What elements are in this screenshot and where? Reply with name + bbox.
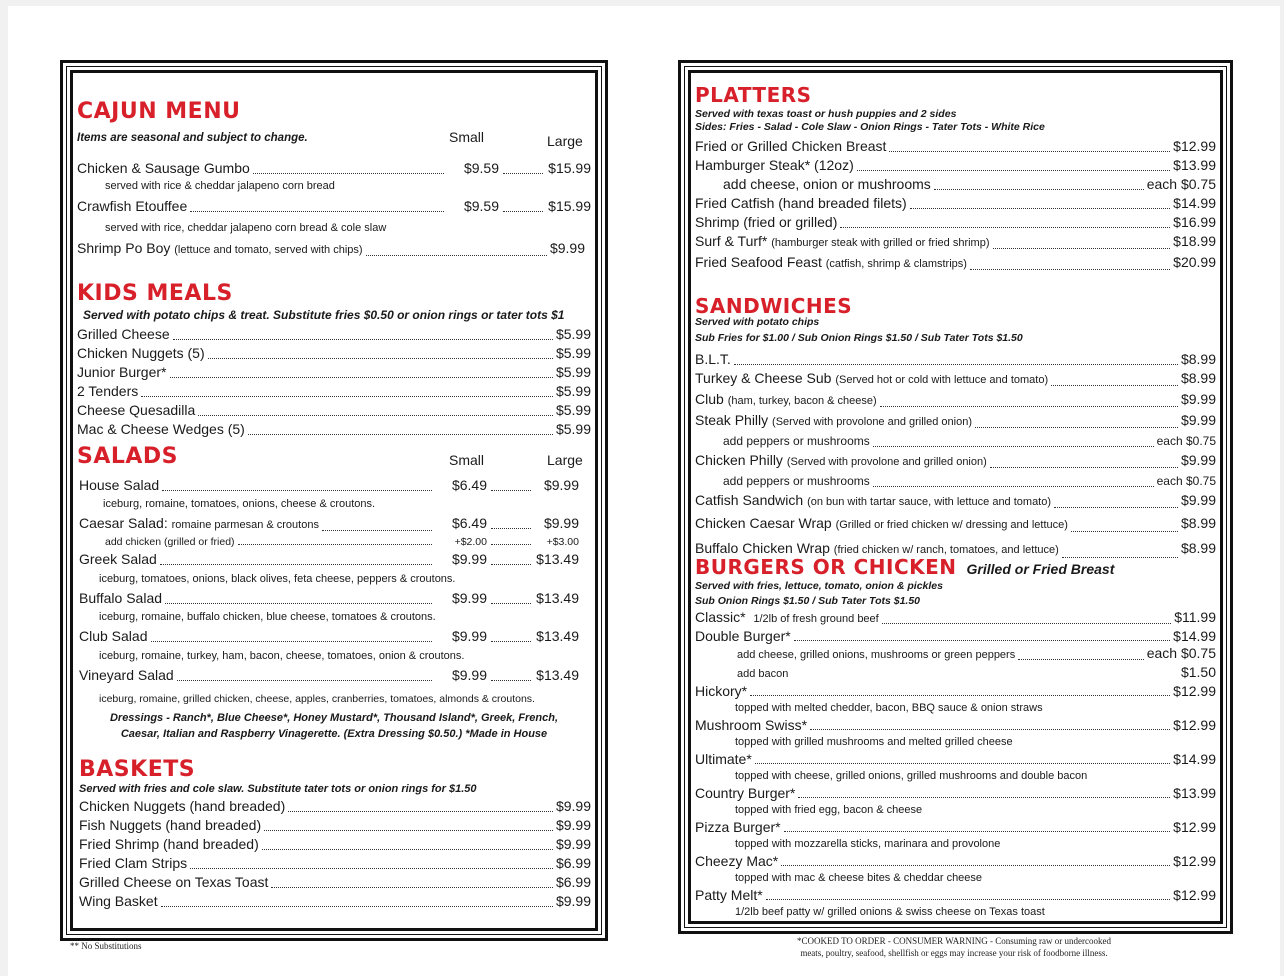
item-name: Chicken Nuggets (hand breaded) bbox=[79, 798, 286, 814]
item-price: $6.99 bbox=[555, 855, 591, 871]
item-name: Country Burger* bbox=[695, 785, 796, 801]
menu-item bbox=[79, 835, 591, 854]
menu-item bbox=[695, 253, 1216, 274]
baskets-title: BASKETS bbox=[79, 757, 196, 782]
addon-name: add cheese, grilled onions, mushrooms or green peppers bbox=[737, 649, 1016, 661]
item-price: $12.99 bbox=[1173, 853, 1216, 869]
leader-dots bbox=[160, 553, 432, 565]
menu-addon bbox=[105, 536, 579, 549]
item-large-price: $13.49 bbox=[536, 628, 579, 644]
leader-dots bbox=[734, 353, 1178, 365]
menu-item bbox=[79, 666, 579, 685]
item-price: $8.99 bbox=[1180, 351, 1216, 367]
item-description: 1/2lb beef patty w/ grilled onions & swiss cheese on Texas toast bbox=[735, 906, 1045, 918]
item-price: $9.99 bbox=[555, 893, 591, 909]
sandwiches-subtitle-2: Sub Fries for $1.00 / Sub Onion Rings $1.50 / Sub Tater Tots $1.50 bbox=[695, 332, 1023, 344]
item-description: served with rice, cheddar jalapeno corn bread & cole slaw bbox=[105, 222, 387, 234]
item-small-price: $6.49 bbox=[451, 515, 487, 531]
item-name: Fish Nuggets (hand breaded) bbox=[79, 817, 262, 833]
menu-item bbox=[77, 363, 591, 382]
leader-dots bbox=[873, 475, 1154, 487]
item-price: $8.99 bbox=[1180, 515, 1216, 531]
item-large-price: $13.49 bbox=[536, 590, 579, 606]
item-name: Shrimp Po Boy bbox=[77, 240, 171, 256]
addon-price: each $0.75 bbox=[1146, 176, 1216, 192]
item-price: $9.99 bbox=[1180, 412, 1216, 428]
item-note: 1/2lb of fresh ground beef bbox=[753, 613, 879, 625]
burgers-title: BURGERS OR CHICKEN bbox=[695, 555, 957, 579]
item-name: Fried Shrimp (hand breaded) bbox=[79, 836, 259, 852]
item-name: Catfish Sandwich bbox=[695, 492, 804, 508]
leader-dots bbox=[491, 640, 531, 642]
item-description: iceburg, tomatoes, onions, black olives, feta cheese, peppers & croutons. bbox=[99, 573, 456, 585]
menu-item bbox=[79, 589, 579, 608]
leader-dots bbox=[990, 456, 1178, 468]
item-description: topped with melted chedder, bacon, BBQ sauce & onion straws bbox=[735, 702, 1043, 714]
item-price: $9.99 bbox=[1180, 391, 1216, 407]
menu-addon bbox=[695, 664, 1216, 683]
item-name: Chicken Caesar Wrap bbox=[695, 515, 832, 531]
leader-dots bbox=[934, 178, 1144, 190]
menu-item bbox=[695, 536, 1216, 562]
item-name: Hickory* bbox=[695, 683, 748, 699]
menu-item bbox=[79, 514, 579, 535]
addon-name: add peppers or mushrooms bbox=[723, 434, 870, 448]
item-large-price: $13.49 bbox=[536, 667, 579, 683]
leader-dots bbox=[857, 159, 1170, 171]
menu-item bbox=[695, 213, 1216, 232]
leader-dots bbox=[491, 489, 531, 491]
cajun-subtitle: Items are seasonal and subject to change. bbox=[77, 132, 308, 144]
item-large-price: $9.99 bbox=[543, 515, 579, 531]
platters-subtitle-2: Sides: Fries - Salad - Cole Slaw - Onion Rings - Tater Tots - White Rice bbox=[695, 121, 1045, 133]
item-price: $14.99 bbox=[1173, 751, 1216, 767]
menu-item bbox=[79, 627, 579, 646]
item-note: (Served with provolone and grilled onion) bbox=[772, 416, 972, 428]
item-name: House Salad bbox=[79, 477, 160, 493]
item-name: Fried Clam Strips bbox=[79, 855, 188, 871]
leader-dots bbox=[161, 895, 553, 907]
consumer-warning bbox=[684, 935, 1224, 959]
item-description: topped with fried egg, bacon & cheese bbox=[735, 804, 923, 816]
item-price: $14.99 bbox=[1173, 628, 1216, 644]
item-description: iceburg, romaine, turkey, ham, bacon, cheese, tomatoes, onion & croutons. bbox=[99, 650, 465, 662]
salads-large-label: Large bbox=[547, 452, 583, 468]
leader-dots bbox=[173, 328, 553, 340]
item-name: Surf & Turf* bbox=[695, 233, 768, 249]
item-price: $11.99 bbox=[1174, 609, 1216, 625]
menu-item bbox=[695, 628, 1216, 645]
menu-item bbox=[79, 797, 591, 816]
leader-dots bbox=[190, 200, 444, 212]
menu-item bbox=[77, 401, 591, 420]
menu-addon bbox=[695, 472, 1216, 491]
item-name: Ultimate* bbox=[695, 751, 752, 767]
burgers-list bbox=[695, 609, 1216, 921]
leader-dots bbox=[491, 527, 531, 529]
leader-dots bbox=[993, 237, 1171, 249]
item-price: $13.99 bbox=[1173, 157, 1216, 173]
menu-sheet bbox=[8, 6, 1280, 976]
menu-item bbox=[77, 420, 591, 439]
item-small-price: $6.49 bbox=[451, 477, 487, 493]
menu-item bbox=[695, 512, 1216, 536]
leader-dots bbox=[975, 416, 1178, 428]
menu-item bbox=[79, 816, 591, 835]
item-price: $5.99 bbox=[555, 383, 591, 399]
item-price: $14.99 bbox=[1173, 195, 1216, 211]
item-description: topped with mozzarella sticks, marinara and provolone bbox=[735, 838, 1001, 850]
item-price: $16.99 bbox=[1173, 214, 1216, 230]
item-name: Turkey & Cheese Sub bbox=[695, 370, 832, 386]
item-name: Crawfish Etouffee bbox=[77, 198, 188, 214]
salads-title: SALADS bbox=[77, 444, 179, 469]
item-small-price: $9.99 bbox=[451, 667, 487, 683]
item-large-price: $9.99 bbox=[543, 477, 579, 493]
menu-item bbox=[695, 683, 1216, 700]
menu-item bbox=[79, 873, 591, 892]
addon-name: add chicken (grilled or fried) bbox=[105, 536, 235, 548]
item-price: $6.99 bbox=[555, 874, 591, 890]
item-note: (Served hot or cold with lettuce and tomato) bbox=[835, 374, 1049, 386]
leader-dots bbox=[264, 819, 553, 831]
item-price: $20.99 bbox=[1173, 254, 1216, 270]
item-large-price: $15.99 bbox=[548, 160, 591, 176]
menu-item bbox=[695, 232, 1216, 253]
item-name: Buffalo Salad bbox=[79, 590, 163, 606]
item-name: Mushroom Swiss* bbox=[695, 717, 808, 733]
menu-item bbox=[695, 350, 1216, 369]
leader-dots bbox=[248, 423, 553, 435]
item-price: $5.99 bbox=[555, 345, 591, 361]
item-name: Fried or Grilled Chicken Breast bbox=[695, 138, 887, 154]
sandwiches-list bbox=[695, 350, 1216, 562]
item-name: Patty Melt* bbox=[695, 887, 763, 903]
item-name: Grilled Cheese on Texas Toast bbox=[79, 874, 269, 890]
leader-dots bbox=[322, 519, 432, 531]
item-price: $12.99 bbox=[1173, 138, 1216, 154]
addon-large-price: +$3.00 bbox=[546, 536, 579, 548]
consumer-warning-line-2: meats, poultry, seafood, shellfish or eggs may increase your risk of foodborne illness. bbox=[800, 948, 1108, 958]
leader-dots bbox=[262, 838, 553, 850]
addon-price: each $0.75 bbox=[1146, 645, 1216, 661]
leader-dots bbox=[882, 612, 1171, 624]
leader-dots bbox=[253, 162, 444, 174]
item-name: Club bbox=[695, 391, 724, 407]
item-price: $8.99 bbox=[1180, 370, 1216, 386]
burgers-subtitle-2: Sub Onion Rings $1.50 / Sub Tater Tots $1.50 bbox=[695, 595, 921, 607]
leader-dots bbox=[271, 876, 553, 888]
leader-dots bbox=[141, 385, 553, 397]
menu-item bbox=[695, 853, 1216, 870]
item-name: Chicken Nuggets (5) bbox=[77, 345, 205, 361]
item-price: $12.99 bbox=[1173, 717, 1216, 733]
consumer-warning-line-1: *COOKED TO ORDER - CONSUMER WARNING - Consuming raw or undercooked bbox=[797, 936, 1111, 946]
menu-item bbox=[695, 390, 1216, 411]
item-small-price: $9.99 bbox=[451, 590, 487, 606]
item-small-price: $9.59 bbox=[463, 160, 499, 176]
addon-name: add bacon bbox=[737, 668, 789, 680]
item-price: $5.99 bbox=[555, 364, 591, 380]
leader-dots bbox=[873, 435, 1154, 447]
leader-dots bbox=[190, 857, 553, 869]
menu-item bbox=[695, 411, 1216, 432]
addon-price: $1.50 bbox=[1180, 664, 1216, 680]
leader-dots bbox=[288, 800, 553, 812]
menu-item bbox=[695, 194, 1216, 213]
item-name: Hamburger Steak* (12oz) bbox=[695, 157, 854, 173]
item-price: $12.99 bbox=[1173, 683, 1216, 699]
item-description: served with rice & cheddar jalapeno corn bread bbox=[105, 180, 335, 192]
menu-addon bbox=[695, 432, 1216, 451]
platters-list bbox=[695, 137, 1216, 274]
item-name: Cheese Quesadilla bbox=[77, 402, 196, 418]
leader-dots bbox=[1018, 648, 1143, 660]
item-description: topped with cheese, grilled onions, grilled mushrooms and double bacon bbox=[735, 770, 1088, 782]
baskets-subtitle: Served with fries and cole slaw. Substitute tater tots or onion rings for $1.50 bbox=[79, 783, 477, 795]
item-name: Caesar Salad: bbox=[79, 515, 168, 531]
item-name: Pizza Burger* bbox=[695, 819, 781, 835]
item-name: Vineyard Salad bbox=[79, 667, 174, 683]
item-name: B.L.T. bbox=[695, 351, 731, 367]
addon-price: each $0.75 bbox=[1156, 474, 1216, 488]
leader-dots bbox=[1054, 496, 1178, 508]
leader-dots bbox=[889, 140, 1170, 152]
item-name: Chicken Philly bbox=[695, 452, 783, 468]
addon-price: each $0.75 bbox=[1156, 434, 1216, 448]
item-description: topped with grilled mushrooms and melted grilled cheese bbox=[735, 736, 1013, 748]
leader-dots bbox=[162, 479, 432, 491]
item-note: (on bun with tartar sauce, with lettuce and tomato) bbox=[807, 496, 1052, 508]
item-price: $9.99 bbox=[1180, 492, 1216, 508]
item-small-price: $9.99 bbox=[451, 628, 487, 644]
item-name: 2 Tenders bbox=[77, 383, 139, 399]
item-price: $12.99 bbox=[1173, 819, 1216, 835]
menu-item bbox=[77, 239, 585, 260]
menu-item bbox=[77, 197, 591, 216]
item-name: Classic* bbox=[695, 609, 746, 625]
item-name: Mac & Cheese Wedges (5) bbox=[77, 421, 245, 437]
menu-item bbox=[695, 369, 1216, 390]
menu-item bbox=[695, 451, 1216, 472]
menu-item bbox=[695, 887, 1216, 904]
item-note: (lettuce and tomato, served with chips) bbox=[174, 244, 363, 256]
item-name: Double Burger* bbox=[695, 628, 791, 644]
menu-item bbox=[77, 344, 591, 363]
leader-dots bbox=[750, 684, 1170, 696]
kids-list bbox=[77, 325, 591, 439]
item-price: $9.99 bbox=[555, 817, 591, 833]
burgers-subtitle-1: Served with fries, lettuce, tomato, onion & pickles bbox=[695, 580, 943, 592]
kids-subtitle: Served with potato chips & treat. Substitute fries $0.50 or onion rings or tater tots $1 bbox=[83, 308, 565, 322]
item-price: $5.99 bbox=[555, 402, 591, 418]
leader-dots bbox=[198, 404, 553, 416]
item-note: (ham, turkey, bacon & cheese) bbox=[727, 395, 877, 407]
leader-dots bbox=[165, 592, 432, 604]
leader-dots bbox=[840, 216, 1170, 228]
item-description: iceburg, romaine, grilled chicken, cheese, apples, cranberries, tomatoes, almonds & croutons. bbox=[99, 693, 535, 705]
item-price: $8.99 bbox=[1180, 540, 1216, 556]
cajun-menu-title: CAJUN MENU bbox=[77, 99, 241, 124]
leader-dots bbox=[177, 669, 432, 681]
menu-item bbox=[79, 854, 591, 873]
item-name: Junior Burger* bbox=[77, 364, 167, 380]
item-price: $9.99 bbox=[555, 836, 591, 852]
item-name: Wing Basket bbox=[79, 893, 158, 909]
cajun-small-label: Small bbox=[449, 129, 485, 145]
item-name: Club Salad bbox=[79, 628, 148, 644]
leader-dots bbox=[910, 197, 1171, 209]
item-price: $5.99 bbox=[555, 326, 591, 342]
menu-item bbox=[79, 892, 591, 911]
menu-addon bbox=[695, 645, 1216, 664]
left-panel-content bbox=[77, 75, 591, 926]
menu-item bbox=[695, 751, 1216, 768]
menu-item bbox=[695, 785, 1216, 802]
item-small-price: $9.59 bbox=[463, 198, 499, 214]
item-note: (hamburger steak with grilled or fried shrimp) bbox=[771, 237, 990, 249]
leader-dots bbox=[366, 244, 547, 256]
addon-small-price: +$2.00 bbox=[454, 536, 487, 548]
leader-dots bbox=[798, 786, 1170, 798]
item-description: topped with mac & cheese bites & cheddar cheese bbox=[735, 872, 983, 884]
right-panel-content bbox=[695, 75, 1216, 919]
burgers-title-extra: Grilled or Fried Breast bbox=[966, 561, 1115, 577]
platters-subtitle-1: Served with texas toast or hush puppies and 2 sides bbox=[695, 108, 957, 120]
item-price: $12.99 bbox=[1173, 887, 1216, 903]
leader-dots bbox=[784, 820, 1171, 832]
leader-dots bbox=[208, 347, 553, 359]
menu-addon bbox=[695, 175, 1216, 194]
item-price: $18.99 bbox=[1173, 233, 1216, 249]
menu-item bbox=[79, 476, 579, 495]
menu-item bbox=[695, 491, 1216, 512]
leader-dots bbox=[810, 718, 1170, 730]
item-note: (Served with provolone and grilled onion) bbox=[786, 456, 987, 468]
item-price: $9.99 bbox=[549, 240, 585, 256]
leader-dots bbox=[755, 752, 1170, 764]
item-name: Shrimp (fried or grilled) bbox=[695, 214, 838, 230]
menu-item bbox=[77, 382, 591, 401]
leader-dots bbox=[491, 679, 531, 681]
menu-item bbox=[695, 609, 1216, 628]
baskets-list bbox=[79, 797, 591, 911]
menu-item bbox=[79, 550, 579, 569]
leader-dots bbox=[1062, 546, 1178, 558]
item-note: romaine parmesan & croutons bbox=[171, 519, 319, 531]
leader-dots bbox=[503, 210, 543, 212]
sandwiches-title: SANDWICHES bbox=[695, 294, 853, 318]
menu-item bbox=[695, 137, 1216, 156]
item-name: Fried Seafood Feast bbox=[695, 254, 822, 270]
item-large-price: $13.49 bbox=[536, 551, 579, 567]
salads-small-label: Small bbox=[449, 452, 485, 468]
menu-item bbox=[77, 325, 591, 344]
menu-item bbox=[77, 159, 591, 178]
leader-dots bbox=[491, 602, 531, 604]
menu-item bbox=[695, 156, 1216, 175]
leader-dots bbox=[1071, 520, 1178, 532]
item-description: iceburg, romaine, tomatoes, onions, cheese & croutons. bbox=[103, 498, 376, 510]
kids-meals-title: KIDS MEALS bbox=[77, 281, 233, 306]
item-note: (fried chicken w/ ranch, tomatoes, and lettuce) bbox=[833, 544, 1059, 556]
leader-dots bbox=[1051, 374, 1178, 386]
dressings-line-1: Dressings - Ranch*, Blue Cheese*, Honey Mustard*, Thousand Island*, Greek, French, bbox=[109, 712, 559, 724]
item-small-price: $9.99 bbox=[451, 551, 487, 567]
addon-name: add cheese, onion or mushrooms bbox=[723, 176, 931, 192]
item-price: $13.99 bbox=[1173, 785, 1216, 801]
item-description: iceburg, romaine, buffalo chicken, blue cheese, tomatoes & croutons. bbox=[99, 611, 436, 623]
sandwiches-subtitle-1: Served with potato chips bbox=[695, 316, 820, 328]
item-note: (Grilled or fried chicken w/ dressing and lettuce) bbox=[835, 519, 1068, 531]
leader-dots bbox=[781, 854, 1170, 866]
leader-dots bbox=[238, 533, 432, 545]
right-menu-panel bbox=[678, 60, 1233, 934]
left-menu-panel bbox=[60, 60, 608, 941]
platters-title: PLATTERS bbox=[695, 83, 812, 107]
addon-name: add peppers or mushrooms bbox=[723, 474, 870, 488]
menu-item bbox=[695, 819, 1216, 836]
leader-dots bbox=[766, 888, 1170, 900]
leader-dots bbox=[151, 630, 433, 642]
leader-dots bbox=[491, 543, 531, 545]
dressings-line-2: Caesar, Italian and Raspberry Vinagerette. (Extra Dressing $0.50.) *Made in House bbox=[120, 728, 548, 740]
item-price: $9.99 bbox=[1180, 452, 1216, 468]
item-name: Greek Salad bbox=[79, 551, 157, 567]
leader-dots bbox=[970, 258, 1170, 270]
leader-dots bbox=[170, 366, 553, 378]
leader-dots bbox=[794, 629, 1170, 641]
item-price: $5.99 bbox=[555, 421, 591, 437]
no-substitutions-note: ** No Substitutions bbox=[70, 941, 142, 951]
leader-dots bbox=[880, 395, 1178, 407]
menu-item bbox=[695, 717, 1216, 734]
item-large-price: $15.99 bbox=[548, 198, 591, 214]
item-note: (catfish, shrimp & clamstrips) bbox=[825, 258, 967, 270]
cajun-large-label: Large bbox=[547, 133, 583, 149]
leader-dots bbox=[491, 563, 531, 565]
leader-dots bbox=[503, 172, 543, 174]
item-name: Fried Catfish (hand breaded filets) bbox=[695, 195, 907, 211]
item-name: Steak Philly bbox=[695, 412, 769, 428]
item-name: Cheezy Mac* bbox=[695, 853, 779, 869]
item-name: Grilled Cheese bbox=[77, 326, 170, 342]
item-name: Buffalo Chicken Wrap bbox=[695, 540, 830, 556]
item-price: $9.99 bbox=[555, 798, 591, 814]
item-name: Chicken & Sausage Gumbo bbox=[77, 160, 250, 176]
